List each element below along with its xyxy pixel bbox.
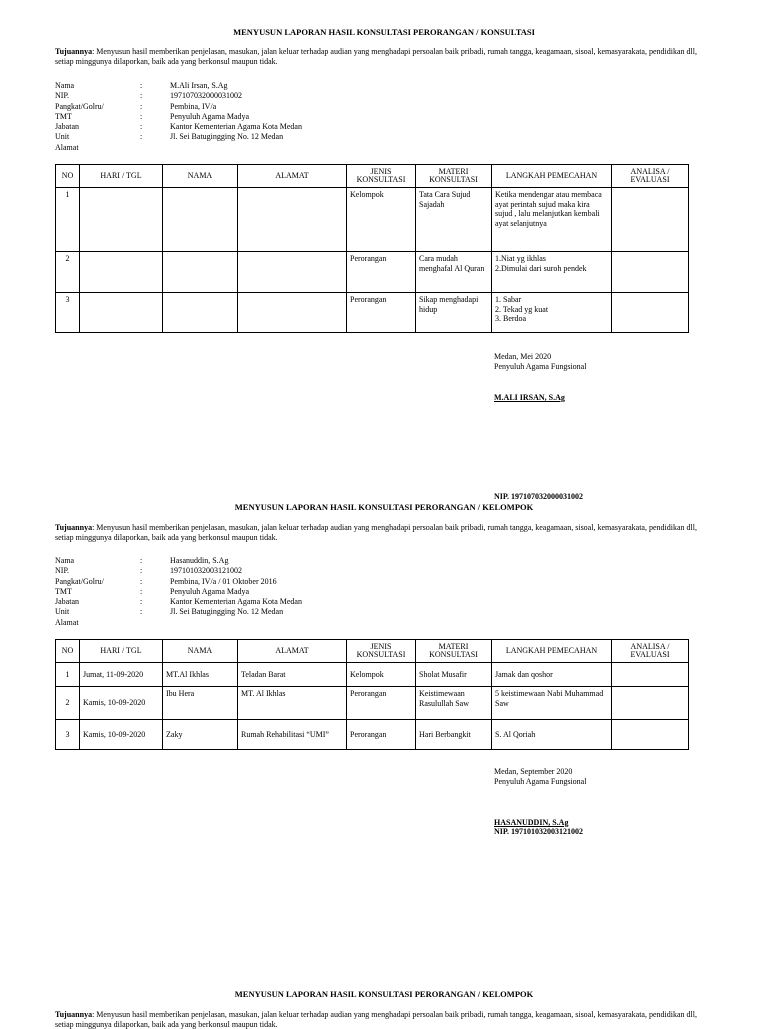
report-1-sign-nip: NIP. 197107032000031002: [494, 492, 584, 501]
report-2-sign-name: HASANUDDIN, S.Ag: [494, 818, 569, 827]
cell-alamat: MT. Al Ikhlas: [238, 687, 347, 720]
report-2-sign-role: Penyuluh Agama Fungsional: [494, 777, 587, 786]
cell-materi: Tata Cara Sujud Sajadah: [416, 188, 492, 252]
cell-alamat: Teladan Barat: [238, 663, 347, 687]
info-label: Nama: [55, 556, 75, 565]
table-row: [56, 687, 689, 720]
cell-nama: [163, 188, 238, 252]
header-alamat: ALAMAT: [238, 165, 347, 188]
info-label: Nama: [55, 81, 75, 90]
purpose-label: Tujuannya: [55, 1010, 93, 1019]
report-2-purpose: [55, 523, 705, 542]
cell-no: 1: [56, 188, 80, 252]
purpose-text: : Menyusun hasil memberikan penjelasan, masukan, jalan keluar terhadap audian yang menghadapi persoalan baik pribadi, rumah tangga, keagamaan, sisoal, kemasyarakata, pendidikan dll, setiap minggunya dilaporkan, baik ada yang berkonsul maupun tidak.: [55, 523, 697, 542]
cell-no: 1: [56, 663, 80, 687]
purpose-label: Tujuannya: [55, 47, 93, 56]
cell-tgl: Kamis, 10-09-2020: [80, 687, 163, 720]
info-value: Hasanuddin, S.Ag: [170, 556, 229, 565]
report-1-purpose: [55, 47, 705, 66]
table-row: [56, 188, 689, 252]
report-1-sign-role: Penyuluh Agama Fungsional: [494, 362, 587, 371]
cell-langkah: 1. Sabar 2. Tekad yg kuat 3. Berdoa: [492, 293, 612, 333]
info-label: Pangkat/Golru/: [55, 101, 104, 111]
header-materi: MATERI KONSULTASI: [416, 640, 492, 663]
info-value: Kantor Kementerian Agama Kota Medan: [170, 597, 302, 607]
cell-tgl: [80, 293, 163, 333]
table-row: [56, 663, 689, 687]
info-value: Penyuluh Agama Madya: [170, 111, 250, 121]
cell-analisa: [612, 720, 689, 750]
cell-tgl: [80, 252, 163, 293]
report-1-sign-name: M.ALI IRSAN, S.Ag: [494, 393, 565, 402]
info-value: Penyuluh Agama Madya: [170, 586, 250, 596]
info-label: Alamat: [55, 617, 79, 627]
report-1-title: MENYUSUN LAPORAN HASIL KONSULTASI PERORANGAN / KONSULTASI: [233, 27, 535, 37]
header-nama: NAMA: [163, 165, 238, 188]
cell-langkah: Jamak dan qoshor: [492, 663, 612, 687]
header-jenis: JENIS KONSULTASI: [347, 165, 416, 188]
info-label: Alamat: [55, 142, 79, 152]
cell-no: 2: [56, 252, 80, 293]
header-hari-tgl: HARI / TGL: [80, 165, 163, 188]
cell-analisa: [612, 687, 689, 720]
cell-analisa: [612, 663, 689, 687]
info-label: Unit: [55, 132, 70, 142]
cell-alamat: [238, 252, 347, 293]
cell-alamat: [238, 293, 347, 333]
report-3-title: MENYUSUN LAPORAN HASIL KONSULTASI PERORANGAN / KELOMPOK: [234, 989, 534, 999]
header-no: NO: [56, 165, 80, 188]
cell-analisa: [612, 293, 689, 333]
info-value: 197101032003121002: [170, 566, 242, 576]
header-langkah: LANGKAH PEMECAHAN: [492, 165, 612, 188]
cell-jenis: Perorangan: [347, 720, 416, 750]
report-1-table: [55, 164, 689, 333]
report-2-sign-place: Medan, September 2020: [494, 767, 573, 776]
info-value: Jl. Sei Batugingging No. 12 Medan: [170, 132, 284, 142]
purpose-label: Tujuannya: [55, 523, 93, 532]
cell-nama: MT.Al Ikhlas: [163, 663, 238, 687]
cell-no: 3: [56, 293, 80, 333]
cell-analisa: [612, 188, 689, 252]
report-2-sign-nip: NIP. 197101032003121002: [494, 827, 584, 836]
info-value: Jl. Sei Batugingging No. 12 Medan: [170, 607, 284, 617]
table-row: [56, 293, 689, 333]
cell-materi: Keistimewaan Rasulullah Saw: [416, 687, 492, 720]
info-value: Pembina, IV/a / 01 Oktober 2016: [170, 576, 277, 586]
table-row: [56, 720, 689, 750]
header-no: NO: [56, 640, 80, 663]
header-hari-tgl: HARI / TGL: [80, 640, 163, 663]
header-langkah: LANGKAH PEMECAHAN: [492, 640, 612, 663]
info-label: TMT: [55, 111, 72, 121]
cell-analisa: [612, 252, 689, 293]
header-materi: MATERI KONSULTASI: [416, 165, 492, 188]
cell-langkah: 1.Niat yg ikhlas 2.Dimulai dari suroh pendek: [492, 252, 612, 293]
purpose-text: : Menyusun hasil memberikan penjelasan, masukan, jalan keluar terhadap audian yang menghadapi persoalan baik pribadi, rumah tangga, keagamaan, sisoal, kemasyarakata, pendidikan dll, setiap minggunya dilaporkan, baik ada yang berkonsul maupun tidak.: [55, 47, 697, 66]
table-header-row: [56, 640, 689, 663]
cell-langkah: S. Al Qoriah: [492, 720, 612, 750]
cell-tgl: Jumat, 11-09-2020: [80, 663, 163, 687]
cell-materi: Sholat Musafir: [416, 663, 492, 687]
info-label: NIP.: [55, 566, 70, 576]
cell-tgl: [80, 188, 163, 252]
report-3-purpose: [55, 1010, 705, 1029]
info-label: Pangkat/Golru/: [55, 576, 104, 586]
info-label: NIP.: [55, 91, 70, 101]
cell-nama: Zaky: [163, 720, 238, 750]
cell-langkah: Ketika mendengar atau membaca ayat perintah sujud maka kira sujud , lalu melanjutkan kembali ayat selanjutnya: [492, 188, 612, 252]
cell-no: 3: [56, 720, 80, 750]
cell-materi: Cara mudah menghafal Al Quran: [416, 252, 492, 293]
info-value: Kantor Kementerian Agama Kota Medan: [170, 122, 302, 132]
cell-jenis: Perorangan: [347, 293, 416, 333]
info-label: Unit: [55, 607, 70, 617]
table-header-row: [56, 165, 689, 188]
cell-materi: Sikap menghadapi hidup: [416, 293, 492, 333]
cell-nama: [163, 293, 238, 333]
cell-alamat: Rumah Rehabilitasi “UMI”: [238, 720, 347, 750]
info-label: Jabatan: [55, 122, 79, 132]
purpose-text: : Menyusun hasil memberikan penjelasan, masukan, jalan keluar terhadap audian yang menghadapi persoalan baik pribadi, rumah tangga, keagamaan, sisoal, kemasyarakata, pendidikan dll, setiap minggunya dilaporkan, baik ada yang berkonsul maupun tidak.: [55, 1010, 697, 1029]
info-label: TMT: [55, 586, 72, 596]
cell-materi: Hari Berbangkit: [416, 720, 492, 750]
cell-jenis: Kelompok: [347, 663, 416, 687]
info-value: Pembina, IV/a: [170, 101, 217, 111]
cell-jenis: Perorangan: [347, 687, 416, 720]
cell-nama: Ibu Hera: [163, 687, 238, 720]
report-1-sign-place: Medan, Mei 2020: [494, 352, 552, 361]
cell-alamat: [238, 188, 347, 252]
cell-tgl: Kamis, 10-09-2020: [80, 720, 163, 750]
cell-jenis: Perorangan: [347, 252, 416, 293]
header-jenis: JENIS KONSULTASI: [347, 640, 416, 663]
cell-no: 2: [56, 687, 80, 720]
cell-nama: [163, 252, 238, 293]
report-2-title: MENYUSUN LAPORAN HASIL KONSULTASI PERORANGAN / KELOMPOK: [234, 502, 534, 512]
header-nama: NAMA: [163, 640, 238, 663]
cell-jenis: Kelompok: [347, 188, 416, 252]
header-alamat: ALAMAT: [238, 640, 347, 663]
report-2-table: [55, 639, 689, 750]
info-label: Jabatan: [55, 597, 79, 607]
header-analisa: ANALISA / EVALUASI: [612, 640, 689, 663]
info-value: M.Ali Irsan, S.Ag: [170, 81, 228, 90]
cell-langkah: 5 keistimewaan Nabi Muhammad Saw: [492, 687, 612, 720]
header-analisa: ANALISA / EVALUASI: [612, 165, 689, 188]
info-value: 197107032000031002: [170, 91, 242, 101]
table-row: [56, 252, 689, 293]
